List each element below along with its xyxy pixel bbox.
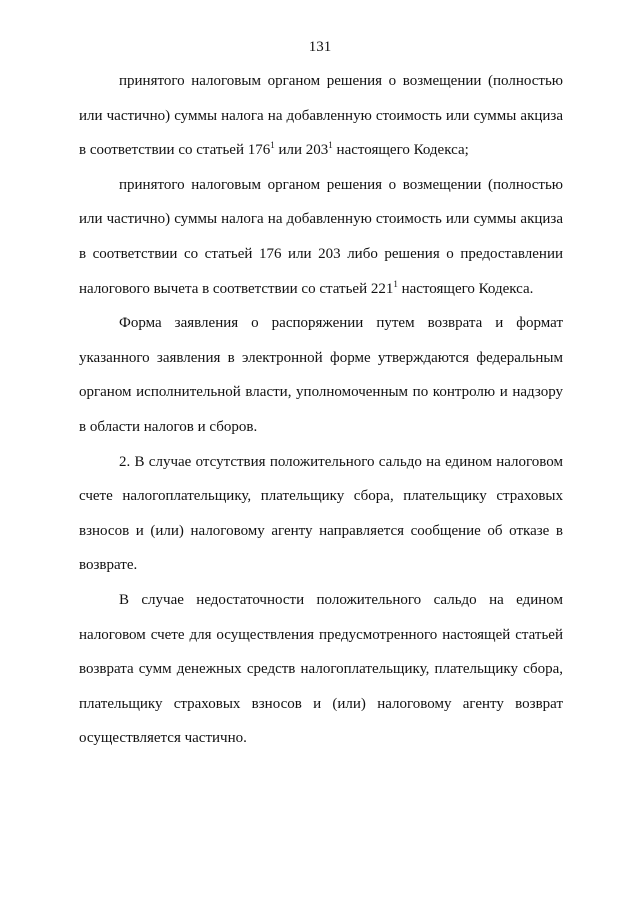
paragraph-refund-decision-vat-excise: [79, 64, 563, 168]
superscript: 1: [270, 140, 275, 151]
paragraph-refusal-notice: 2. В случае отсутствия положительного сальдо на едином налоговом счете налогоплательщику, плательщику сбора, плательщику страховых взносов и (или) налоговому агенту направляется сообщение об отказе в возврате.: [79, 453, 563, 574]
paragraph-refund-decision-deduction: [79, 168, 563, 306]
paragraph-text: принятого налоговым органом решения о возмещении (полностью или частично) суммы налога на добавленную стоимость или суммы акциза в соответствии со статьей 176 или 203 либо решения о предоставлении налогового вычета в соответствии со статьей 221: [79, 176, 563, 297]
paragraph-partial-refund: В случае недостаточности положительного сальдо на едином налоговом счете для осуществления предусмотренного настоящей статьей возврата сумм денежных средств налогоплательщику, плательщику сбора, плательщику страховых взносов и (или) налоговому агенту возврат осуществляется частично.: [79, 591, 563, 747]
superscript: 1: [393, 278, 398, 289]
paragraph-application-form: Форма заявления о распоряжении путем возврата и формат указанного заявления в электронной форме утверждаются федеральным органом исполнительной власти, уполномоченным по контролю и надзору в области налогов и сборов.: [79, 315, 563, 435]
paragraph-text: принятого налоговым органом решения о возмещении (полностью или частично) суммы налога на добавленную стоимость или суммы акциза в соответствии со статьей 176: [79, 73, 563, 159]
paragraph-text: настоящего Кодекса;: [332, 142, 469, 159]
paragraph-text: настоящего Кодекса.: [397, 280, 534, 297]
page-number: 131: [308, 39, 332, 55]
paragraph-text: или 203: [274, 142, 329, 159]
document-body: [79, 64, 563, 756]
superscript: 1: [328, 140, 333, 151]
